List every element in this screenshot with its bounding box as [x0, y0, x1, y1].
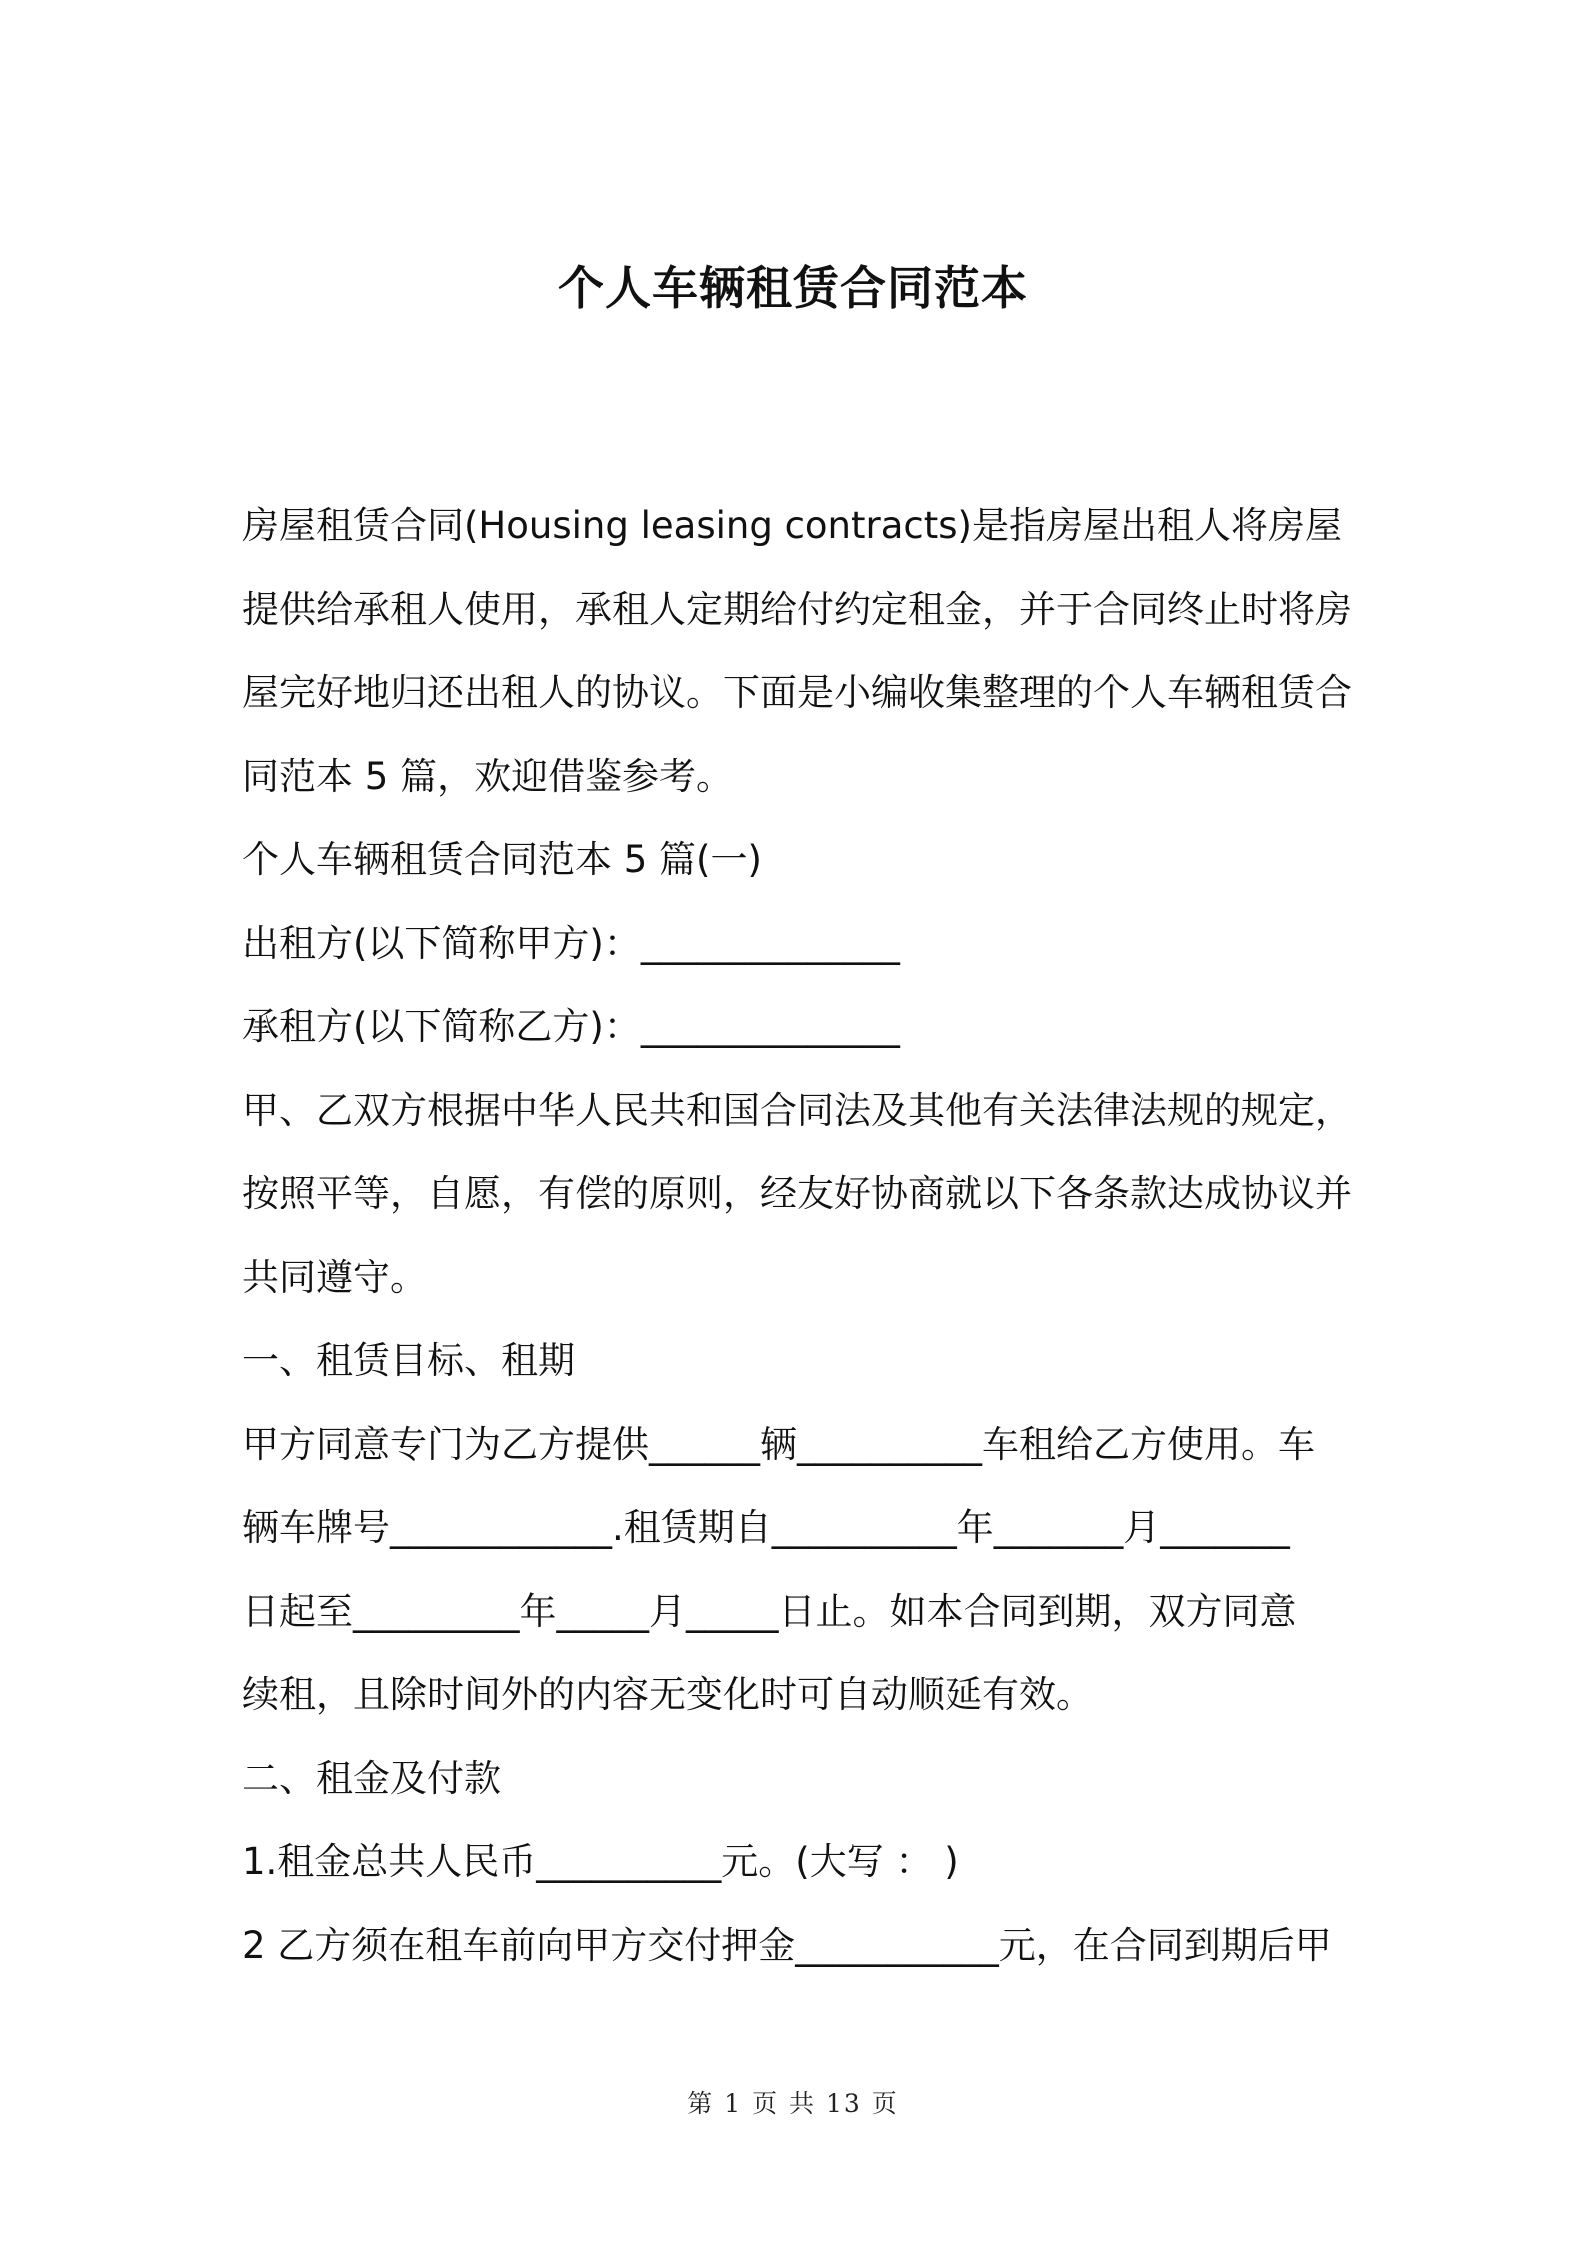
body-line: 2 乙方须在租车前向甲方交付押金___________元，在合同到期后甲: [242, 1923, 1332, 1967]
body-line: 甲方同意专门为乙方提供______辆__________车租给乙方使用。车: [242, 1422, 1315, 1466]
body-line: 续租，且除时间外的内容无变化时可自动顺延有效。: [242, 1673, 1093, 1716]
page-footer: 第 1 页 共 13 页: [687, 2089, 899, 2118]
body-line: 甲、乙双方根据中华人民共和国合同法及其他有关法律法规的规定，: [242, 1088, 1352, 1132]
body-line: 屋完好地归还出租人的协议。下面是小编收集整理的个人车辆租赁合: [242, 671, 1352, 714]
lessor-field: 出租方(以下简称甲方)：______________: [242, 921, 900, 965]
body-line: 房屋租赁合同(Housing leasing contracts)是指房屋出租人将房屋: [242, 504, 1342, 547]
body-line: 日起至_________年_____月_____日止。如本合同到期，双方同意: [242, 1589, 1297, 1633]
section-heading: 一、租赁目标、租期: [242, 1339, 575, 1382]
section-subtitle: 个人车辆租赁合同范本 5 篇(一): [242, 838, 762, 881]
document-body: [242, 484, 1362, 1987]
document-title: 个人车辆租赁合同范本: [558, 261, 1028, 315]
body-line: 提供给承租人使用，承租人定期给付约定租金，并于合同终止时将房: [242, 587, 1352, 631]
section-heading: 二、租金及付款: [242, 1756, 501, 1800]
body-line: 按照平等，自愿，有偿的原则，经友好协商就以下各条款达成协议并: [242, 1172, 1352, 1215]
body-line: 共同遵守。: [242, 1255, 427, 1299]
body-line: 同范本 5 篇，欢迎借鉴参考。: [242, 754, 734, 798]
lessee-field: 承租方(以下简称乙方)：______________: [242, 1005, 900, 1048]
body-line: 1.租金总共人民币__________元。(大写 ： ): [242, 1840, 959, 1883]
body-line: 辆车牌号____________.租赁期自__________年_______月_______: [242, 1506, 1290, 1549]
